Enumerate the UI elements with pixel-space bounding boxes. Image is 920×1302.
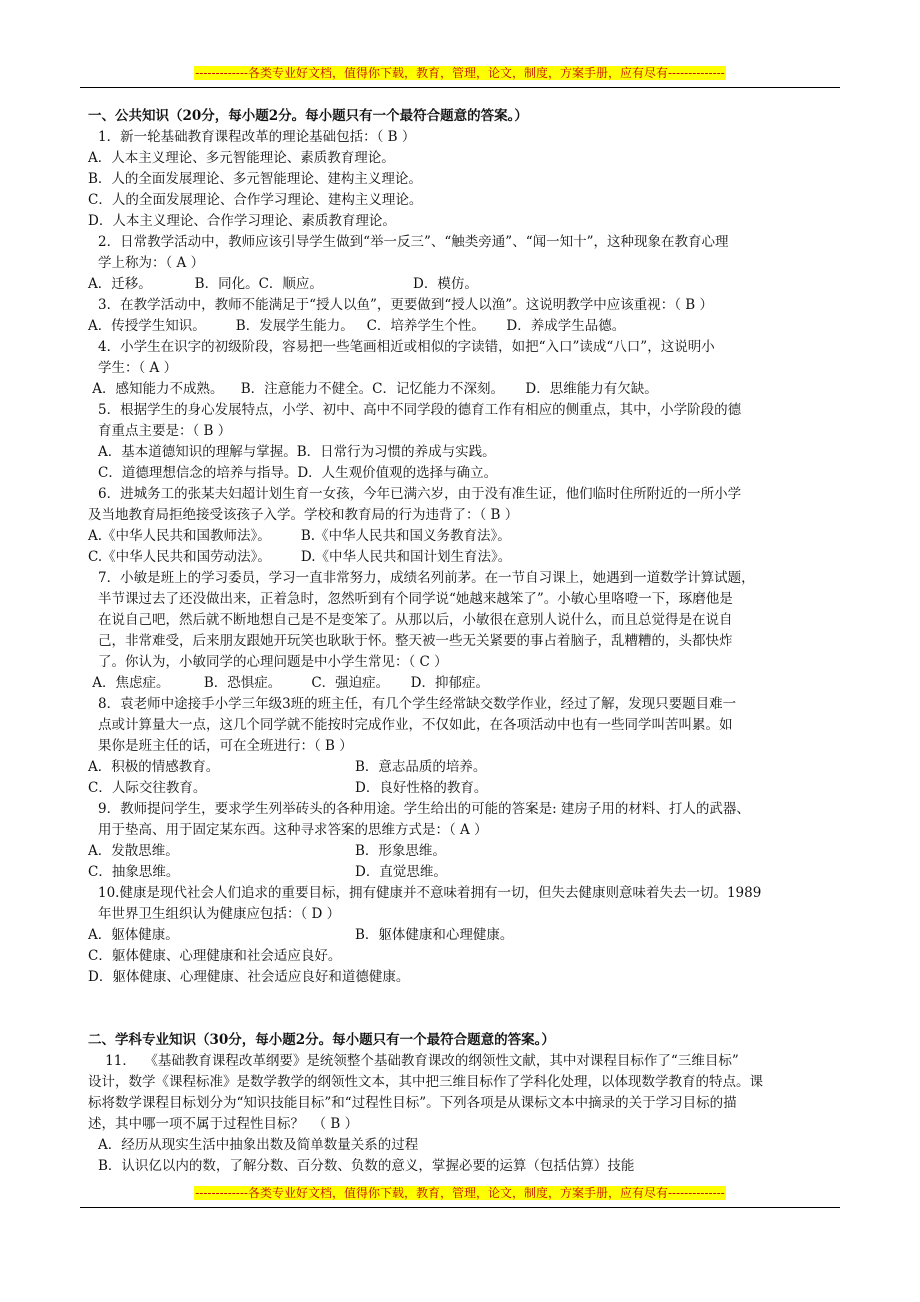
q8-stem-line3: 果你是班主任的话，可在全班进行：（ B ） <box>98 738 353 754</box>
q4-options: A．感知能力不成熟。 B．注意能力不健全。C．记忆能力不深刻。 D．思维能力有欠缺。 <box>88 381 658 397</box>
q8-option-c: C．人际交往教育。 <box>88 780 207 796</box>
q6-options-cd: C.《中华人民共和国劳动法》。 D.《中华人民共和国计划生育法》。 <box>88 549 512 565</box>
q5-options-cd: C．道德理想信念的培养与指导。D．人生观价值观的选择与确立。 <box>98 465 498 481</box>
q9-options-ab <box>88 841 840 862</box>
q10-options-ab <box>88 925 840 946</box>
q4-stem: 4．小学生在识字的初级阶段，容易把一些笔画相近或相似的字读错，如把“入口”读成“八口”，这说明小 <box>98 339 715 355</box>
q9-stem-line1: 9．教师提问学生，要求学生列举砖头的各种用途。学生给出的可能的答案是: 建房子用的材料、打人的武器、 <box>98 801 750 817</box>
header-banner-text: -------------各类专业好文档，值得你下载，教育，管理，论文，制度，方案手册，应有尽有-------------- <box>195 66 725 80</box>
q1-option-d: D．人本主义理论、合作学习理论、素质教育理论。 <box>88 213 396 229</box>
q11-stem-line3: 标将数学课程目标划分为“知识技能目标”和“过程性目标”。下列各项是从课标文本中摘录的关于学习目标的描 <box>88 1095 737 1111</box>
section2-heading: 二、学科专业知识（30分，每小题2分。每小题只有一个最符合题意的答案。） <box>88 1032 555 1048</box>
q9-options-cd <box>88 862 840 883</box>
q8-option-b: B．意志品质的培养。 <box>355 759 487 775</box>
q11-stem-line4: 述，其中哪一项不属于过程性目标？ （ B ） <box>88 1116 359 1132</box>
q9-stem-line2: 用于垫高、用于固定某东西。这种寻求答案的思维方式是：（ A ） <box>98 822 488 838</box>
header-banner <box>0 65 920 81</box>
q9-option-a: A．发散思维。 <box>88 843 179 859</box>
q11-option-a: A．经历从现实生活中抽象出数及简单数量关系的过程 <box>98 1137 419 1153</box>
q7-stem-line3: 在说自己吧，然后就不断地想自己是不是变笨了。从那以后，小敏很在意别人说什么，而且总觉得是在说自 <box>98 612 733 628</box>
q7-options: A．焦虑症。 B．恐惧症。 C．强迫症。 D．抑郁症。 <box>88 675 489 691</box>
q1-option-b: B．人的全面发展理论、多元智能理论、建构主义理论。 <box>88 171 422 187</box>
q10-option-a: A．躯体健康。 <box>88 927 179 943</box>
q6-stem: 6．进城务工的张某夫妇超计划生育一女孩，今年已满六岁，由于没有准生证，他们临时住所附近的一所小学 <box>98 486 742 502</box>
footer-banner <box>0 1185 920 1201</box>
q1-option-a: A．人本主义理论、多元智能理论、素质教育理论。 <box>88 150 395 166</box>
section1-heading: 一、公共知识（20分，每小题2分。每小题只有一个最符合题意的答案。） <box>88 108 528 124</box>
q10-option-d: D．躯体健康、心理健康、社会适应良好和道德健康。 <box>88 969 410 985</box>
q10-option-c: C．躯体健康、心理健康和社会适应良好。 <box>88 948 342 964</box>
q11-option-b: B．认识亿以内的数，了解分数、百分数、负数的意义，掌握必要的运算（包括估算）技能 <box>98 1158 635 1174</box>
q11-stem-line1: 11． 《基础教育课程改革纲要》是统领整个基础教育课改的纲领性文献，其中对课程目标作了“三维目标” <box>88 1053 739 1069</box>
q10-stem-line1: 10.健康是现代社会人们追求的重要目标，拥有健康并不意味着拥有一切，但失去健康则意味着失去一切。1989 <box>98 885 762 901</box>
q8-options-cd <box>88 778 840 799</box>
footer-rule <box>80 1207 840 1208</box>
header-rule <box>80 87 840 88</box>
q6-stem-cont: 及当地教育局拒绝接受该孩子入学。学校和教育局的行为违背了：（ B ） <box>88 507 519 523</box>
q7-stem-line4: 己，非常难受，后来朋友跟她开玩笑也耿耿于怀。整天被一些无关紧要的事占着脑子，乱糟糟的，头都快炸 <box>98 633 733 649</box>
q8-stem-line2: 点或计算量大一点，这几个同学就不能按时完成作业，不仅如此，在各项活动中也有一些同学叫苦叫累。如 <box>98 717 733 733</box>
section-gap <box>88 988 840 1030</box>
q9-option-b: B．形象思维。 <box>355 843 446 859</box>
q4-stem-cont: 学生：（ A ） <box>98 360 178 376</box>
q5-stem: 5．根据学生的身心发展特点，小学、初中、高中不同学段的德育工作有相应的侧重点，其中，小学阶段的德 <box>98 402 742 418</box>
q8-stem-line1: 8．袁老师中途接手小学三年级3班的班主任，有几个学生经常缺交数学作业，经过了解，发现只要题目难一 <box>98 696 737 712</box>
q1-option-c: C．人的全面发展理论、合作学习理论、建构主义理论。 <box>88 192 423 208</box>
q10-option-b: B．躯体健康和心理健康。 <box>355 927 514 943</box>
document-body <box>88 106 840 1177</box>
q6-options-ab: A.《中华人民共和国教师法》。 B.《中华人民共和国义务教育法》。 <box>88 528 511 544</box>
q7-stem-line2: 半节课过去了还没做出来，正着急时，忽然听到有个同学说“她越来越笨了”。小敏心里咯噔一下，琢磨他是 <box>98 591 733 607</box>
q3-stem: 3．在教学活动中，教师不能满足于“授人以鱼”，更要做到“授人以渔”。这说明教学中应该重视：（ B ） <box>98 297 713 313</box>
footer-banner-text: -------------各类专业好文档，值得你下载，教育，管理，论文，制度，方案手册，应有尽有-------------- <box>195 1186 725 1200</box>
q1-stem: 1．新一轮基础教育课程改革的理论基础包括：（ B ） <box>98 129 416 145</box>
q10-stem-line2: 年世界卫生组织认为健康应包括：（ D ） <box>98 906 341 922</box>
q8-option-d: D．良好性格的教育。 <box>355 780 488 796</box>
q2-stem-cont: 学上称为：（ A ） <box>98 255 205 271</box>
q9-option-d: D．直觉思维。 <box>355 864 447 880</box>
q8-options-ab <box>88 757 840 778</box>
q7-stem-line5: 了。你认为，小敏同学的心理问题是中小学生常见：（ C ） <box>98 654 448 670</box>
q3-options: A．传授学生知识。 B．发展学生能力。 C．培养学生个性。 D．养成学生品德。 <box>88 318 626 334</box>
q2-options: A．迁移。 B．同化。C．顺应。 D．模仿。 <box>88 276 478 292</box>
q9-option-c: C．抽象思维。 <box>88 864 180 880</box>
q7-stem-line1: 7．小敏是班上的学习委员，学习一直非常努力，成绩名列前茅。在一节自习课上，她遇到一道数学计算试题， <box>98 570 755 586</box>
q5-options-ab: A．基本道德知识的理解与掌握。B．日常行为习惯的养成与实践。 <box>98 444 496 460</box>
q2-stem: 2．日常教学活动中，教师应该引导学生做到“举一反三”、“触类旁通”、“闻一知十”，这种现象在教育心理 <box>98 234 729 250</box>
q11-stem-line2: 设计，数学《课程标准》是数学教学的纲领性文本，其中把三维目标作了学科化处理，以体现数学教育的特点。课 <box>88 1074 763 1090</box>
q5-stem-cont: 育重点主要是：（ B ） <box>98 423 232 439</box>
q8-option-a: A．积极的情感教育。 <box>88 759 220 775</box>
